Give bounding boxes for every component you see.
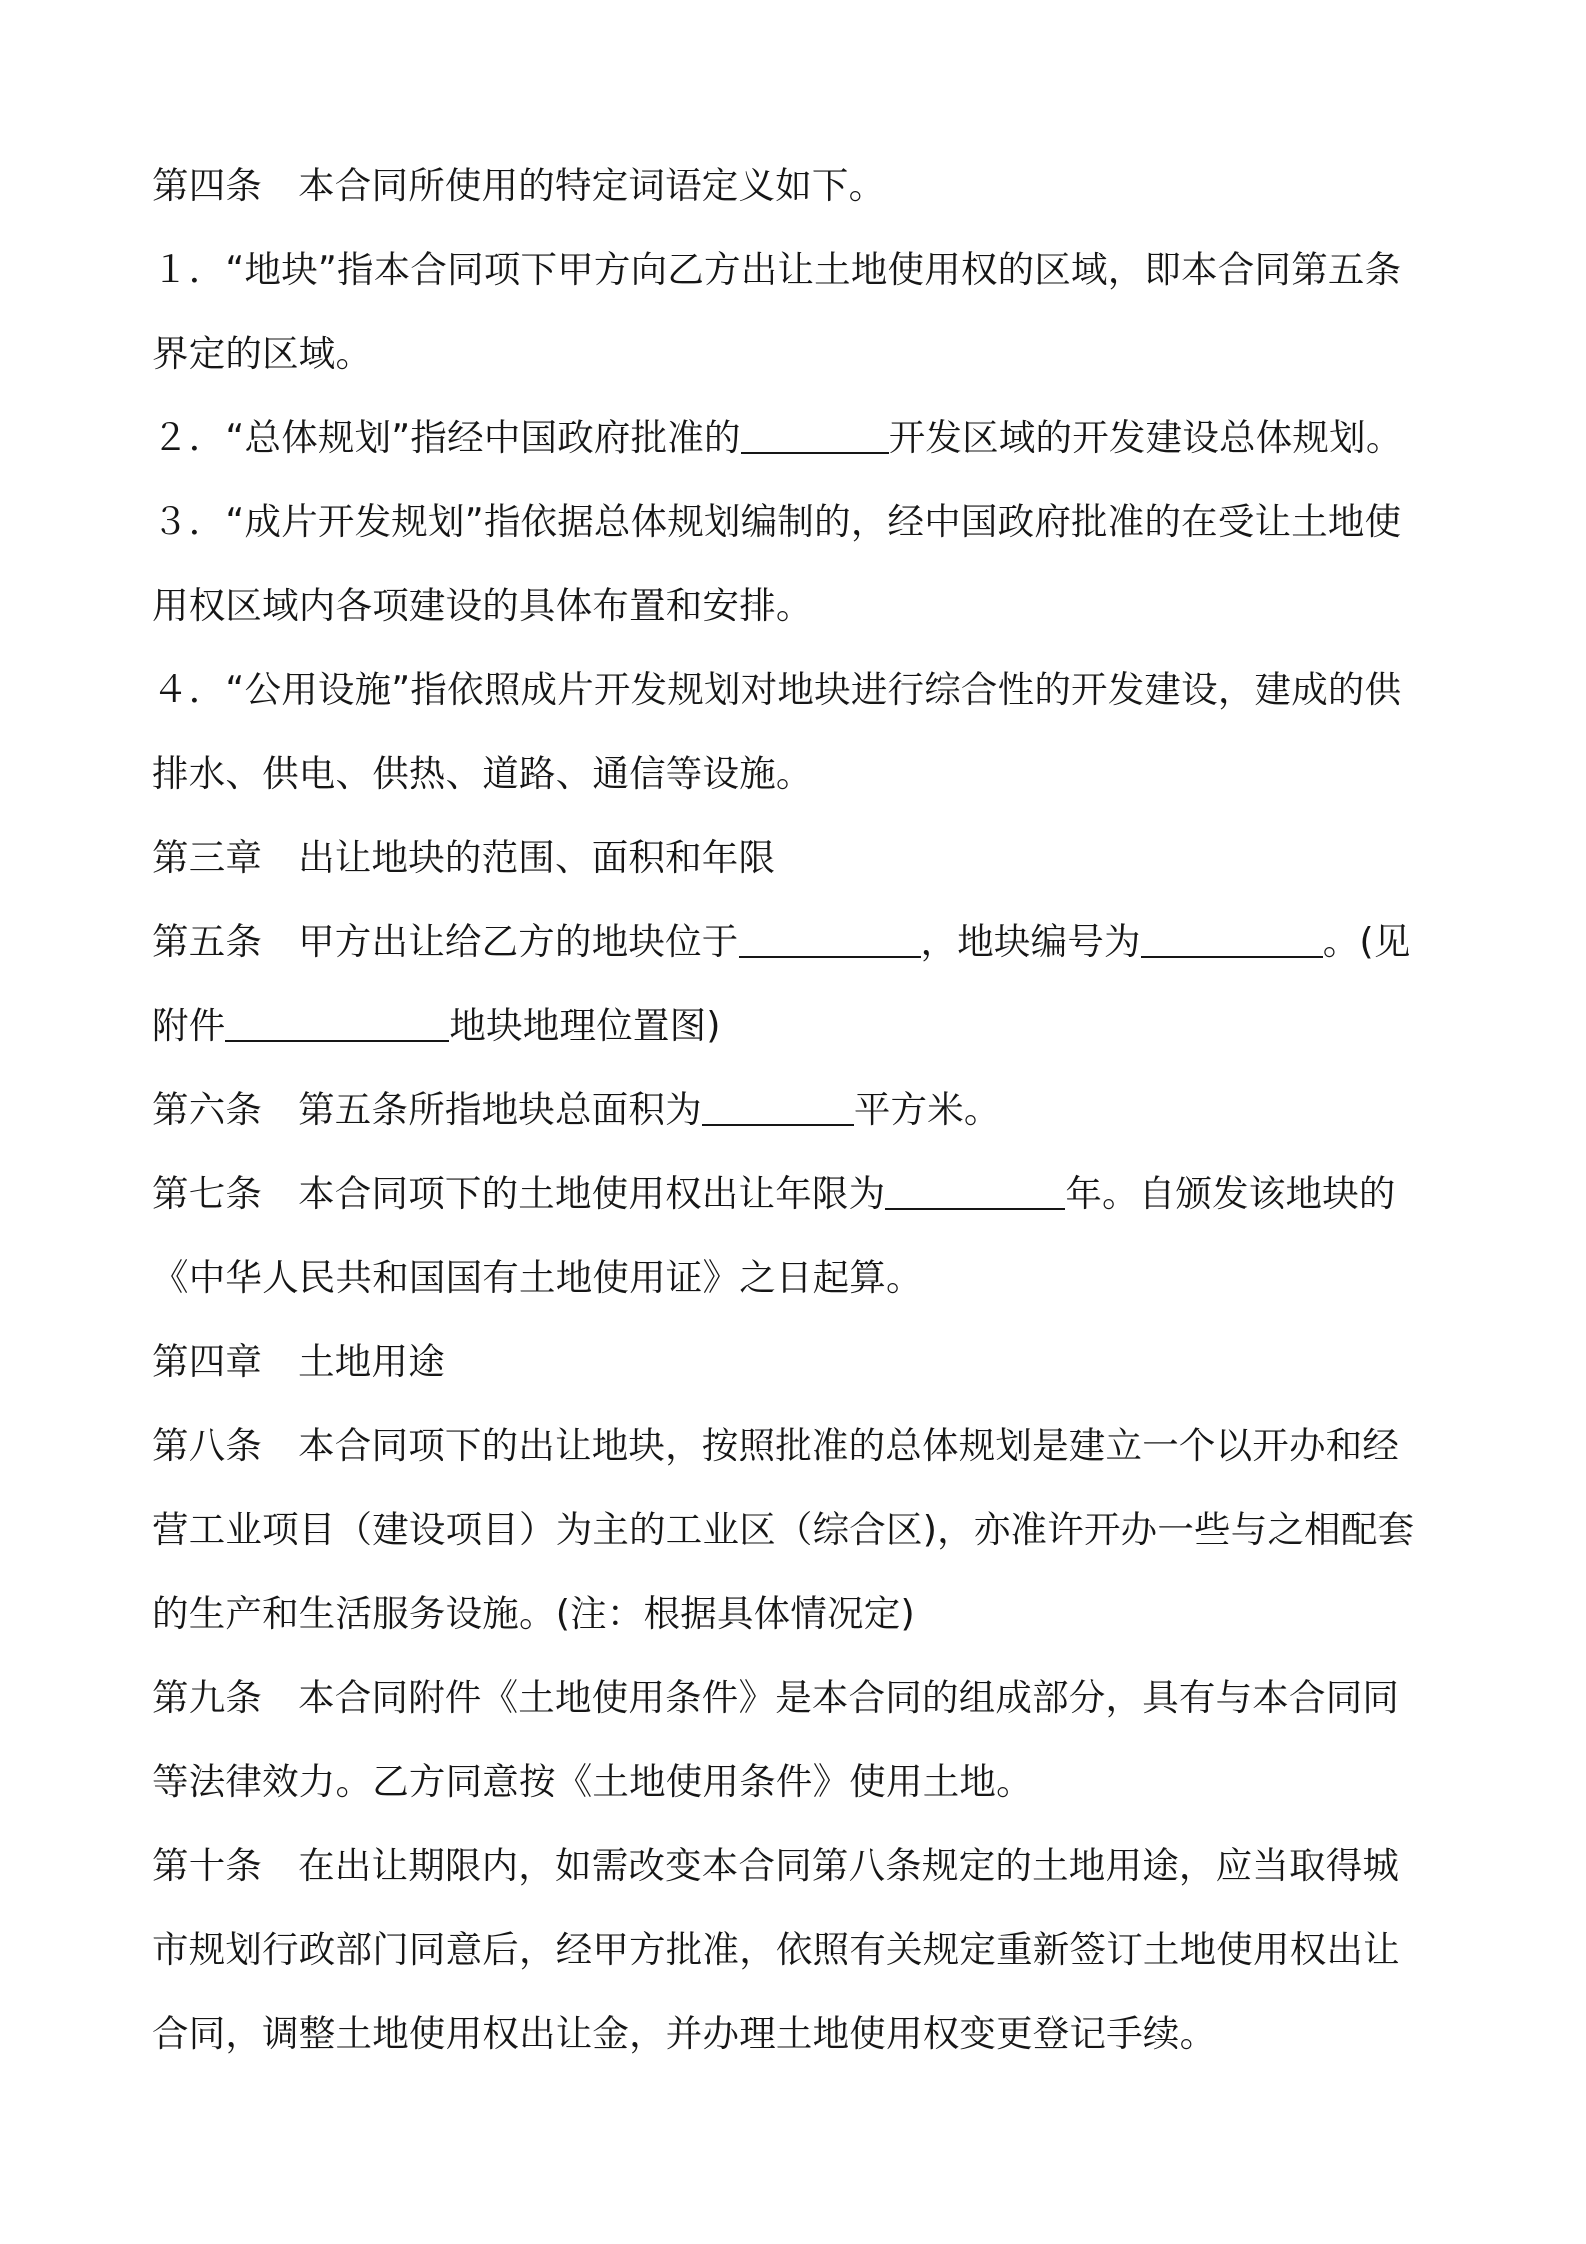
definition-4-line-1: ４．“公用设施”指依照成片开发规划对地块进行综合性的开发建设，建成的供 (152, 668, 1402, 711)
article-8-line-3: 的生产和生活服务设施。(注：根据具体情况定) (152, 1592, 915, 1635)
article-number: 第七条 (152, 1172, 263, 1215)
article-10-line-2: 市规划行政部门同意后，经甲方批准，依照有关规定重新签订土地使用权出让 (152, 1928, 1400, 1971)
article-text: 本合同项下的出让地块，按照批准的总体规划是建立一个以开办和经 (298, 1424, 1400, 1467)
article-6 (152, 1086, 1452, 1134)
chapter-title: 出让地块的范围、面积和年限 (298, 836, 776, 879)
blank-line (702, 1090, 854, 1126)
article-number: 第四条 (152, 164, 263, 207)
article-5-line-1 (152, 918, 1452, 966)
definition-3-line-1: ３．“成片开发规划”指依据总体规划编制的，经中国政府批准的在受让土地使 (152, 500, 1402, 543)
chapter-number: 第四章 (152, 1340, 263, 1383)
article-text: 甲方出让给乙方的地块位于 (298, 920, 739, 963)
article-text: 本合同所使用的特定词语定义如下。 (298, 164, 886, 207)
definition-3-line-2: 用权区域内各项建设的具体布置和安排。 (152, 584, 813, 627)
chapter-3-heading (152, 834, 1452, 882)
article-text: 地块地理位置图) (449, 1004, 721, 1047)
article-10-line-3: 合同，调整土地使用权出让金，并办理土地使用权变更登记手续。 (152, 2012, 1217, 2055)
definition-1-line-2: 界定的区域。 (152, 332, 373, 375)
article-number: 第八条 (152, 1424, 263, 1467)
article-7-line-1 (152, 1170, 1452, 1218)
blank-line (739, 922, 921, 958)
article-9-line-1 (152, 1674, 1452, 1722)
article-text: ，地块编号为 (920, 920, 1141, 963)
article-text: 年。自颁发该地块的 (1065, 1172, 1396, 1215)
article-9-line-2: 等法律效力。乙方同意按《土地使用条件》使用土地。 (152, 1760, 1033, 1803)
article-text: 第五条所指地块总面积为 (298, 1088, 702, 1131)
chapter-title: 土地用途 (298, 1340, 445, 1383)
article-text: 附件 (152, 1004, 226, 1047)
blank-line (741, 418, 889, 454)
article-text: 本合同项下的土地使用权出让年限为 (298, 1172, 886, 1215)
article-8-line-1 (152, 1422, 1452, 1470)
article-text: 。(见 (1322, 920, 1411, 963)
blank-line (885, 1174, 1065, 1210)
article-10-line-1 (152, 1842, 1452, 1890)
definition-text: 开发区域的开发建设总体规划。 (888, 416, 1403, 459)
blank-line (225, 1006, 449, 1042)
chapter-4-heading (152, 1338, 1452, 1386)
article-8-line-2: 营工业项目（建设项目）为主的工业区（综合区)，亦准许开办一些与之相配套 (152, 1508, 1415, 1551)
article-number: 第六条 (152, 1088, 263, 1131)
article-4-heading (152, 162, 1452, 210)
article-text: 平方米。 (853, 1088, 1001, 1131)
definition-1-line-1: １．“地块”指本合同项下甲方向乙方出让土地使用权的区域，即本合同第五条 (152, 248, 1402, 291)
article-text: 本合同附件《土地使用条件》是本合同的组成部分，具有与本合同同 (298, 1676, 1400, 1719)
blank-line (1141, 922, 1323, 958)
article-text: 在出让期限内，如需改变本合同第八条规定的土地用途，应当取得城 (298, 1844, 1400, 1887)
article-number: 第十条 (152, 1844, 263, 1887)
definition-4-line-2: 排水、供电、供热、道路、通信等设施。 (152, 752, 813, 795)
definition-text: ２．“总体规划”指经中国政府批准的 (152, 416, 741, 459)
article-number: 第九条 (152, 1676, 263, 1719)
chapter-number: 第三章 (152, 836, 263, 879)
article-5-line-2 (152, 1002, 1452, 1050)
article-7-line-2: 《中华人民共和国国有土地使用证》之日起算。 (152, 1256, 923, 1299)
article-number: 第五条 (152, 920, 263, 963)
definition-2 (152, 414, 1452, 462)
